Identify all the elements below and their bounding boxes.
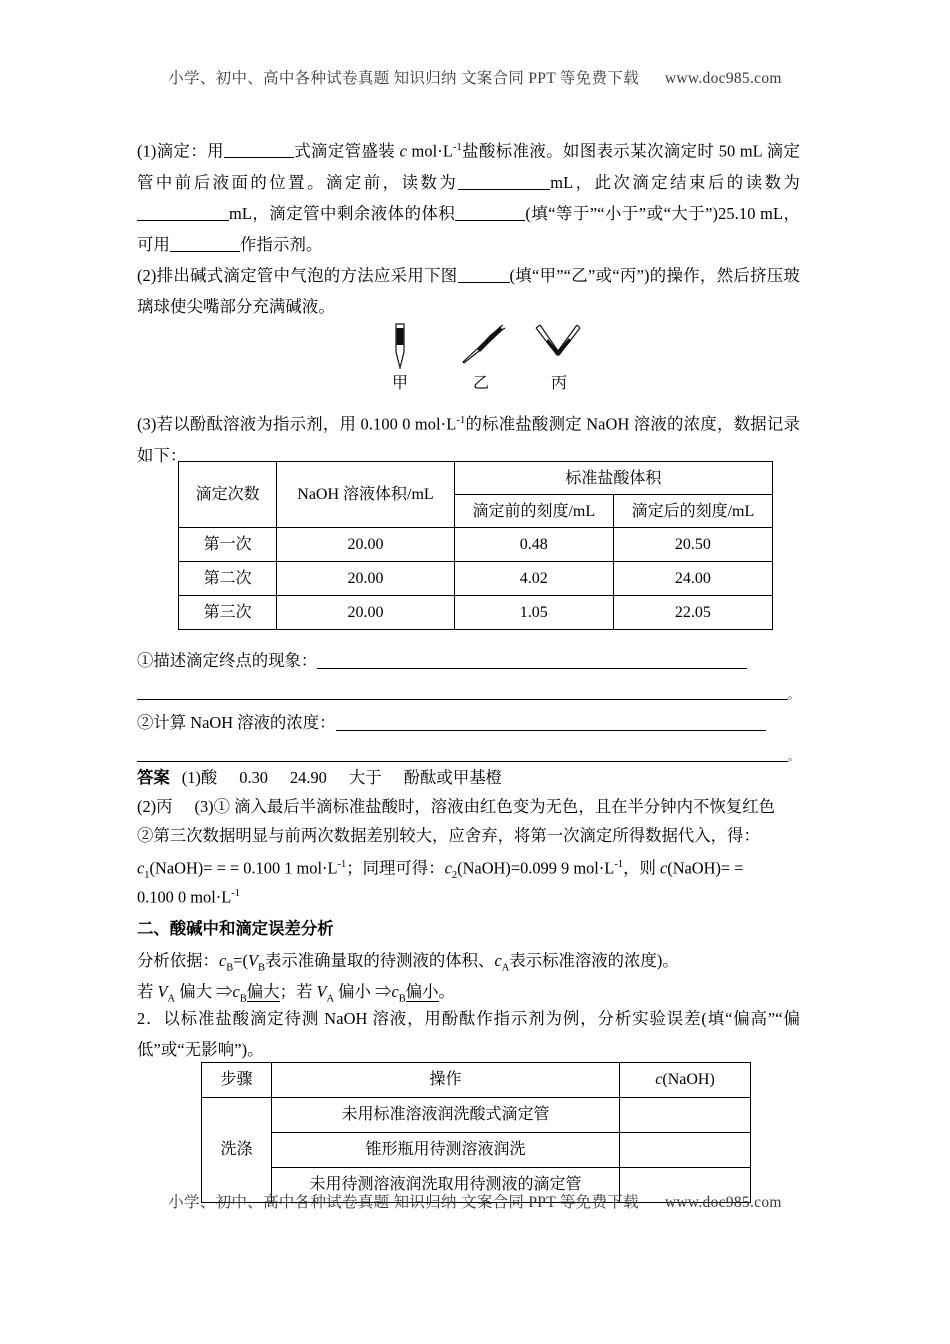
rule-d: 偏小 ⇒ — [334, 982, 392, 1001]
answer-4-sub-2: 2 — [451, 869, 458, 881]
q3-seg1: (3)若以酚酞溶液为指示剂，用 0.100 0 mol·L — [137, 414, 457, 434]
table-header-row-1 — [179, 462, 773, 495]
sub-question-1-line2 — [137, 676, 800, 711]
burette-figure-label-1: 甲 — [391, 375, 408, 392]
error-analysis-table — [201, 1062, 751, 1203]
cell-before: 0.48 — [454, 528, 613, 562]
answer-4e: (NaOH)=0.099 9 mol·L — [457, 858, 615, 878]
cell-before: 1.05 — [454, 596, 613, 630]
rule-va-sub: A — [167, 993, 176, 1005]
cell-operation: 未用待测溶液润洗取用待测液的滴定管 — [272, 1168, 620, 1203]
cell-after: 22.05 — [613, 596, 772, 630]
q1-seg3: 盐酸标准液。如图表示某次滴定时 50 mL 滴定管中前后液面的位置。滴定前，读数为 — [137, 141, 800, 192]
table-row — [202, 1098, 751, 1133]
header-text: 小学、初中、高中各种试卷真题 知识归纳 文案合同 PPT 等免费下载 — [168, 70, 639, 87]
sub-question-2-label: ②计算 NaOH 溶液的浓度： — [137, 713, 336, 732]
page-footer — [0, 1190, 950, 1212]
cell-naoh: 20.00 — [277, 562, 454, 596]
q1-seg1: (1)滴定：用 — [137, 141, 224, 161]
burette-figure-item-2 — [455, 322, 507, 375]
burette-tip-bent-up-icon — [530, 322, 588, 370]
q1-seg5: mL，滴定管中剩余液体的体积 — [229, 203, 456, 223]
answer-4f: ，则 — [623, 858, 660, 878]
answer-4-sub-1: 1 — [144, 869, 150, 881]
th-reading-after: 滴定后的刻度/mL — [613, 495, 772, 528]
cell-operation: 锥形瓶用待测溶液润洗 — [272, 1133, 620, 1168]
sub-question-1-answer-line[interactable] — [317, 668, 747, 669]
basis-var-cb: c — [218, 951, 227, 970]
sub-question-2-period: 。 — [788, 751, 799, 763]
q2-seg1: (2)排出碱式滴定管中气泡的方法应采用下图 — [137, 266, 458, 286]
answer-4c: ；同理可得： — [346, 858, 445, 878]
table-row — [179, 562, 773, 596]
rule-e: 。 — [438, 982, 455, 1001]
cell-step-washing: 洗涤 — [202, 1098, 272, 1203]
q1-blank-3[interactable] — [137, 220, 229, 221]
answer-2b: (3)① 滴入最后半滴标准盐酸时，溶液由红色变为无色，且在半分钟内不恢复红色 — [194, 797, 776, 816]
cell-naoh: 20.00 — [277, 528, 454, 562]
basis-eq: =( — [233, 951, 248, 970]
th-c-naoh-var: c — [655, 1071, 663, 1088]
q1-blank-1[interactable] — [224, 157, 294, 158]
th-c-naoh-rest: (NaOH) — [662, 1071, 715, 1088]
sub-question-1 — [137, 645, 800, 676]
answer-4-sup-1: -1 — [337, 859, 347, 870]
basis-cb-sub: B — [226, 962, 234, 974]
sub-question-1-label: ①描述滴定终点的现象： — [137, 651, 318, 670]
rule-value-low: 偏小 — [405, 982, 439, 1001]
cell-naoh: 20.00 — [277, 596, 454, 630]
th-operation: 操作 — [272, 1063, 620, 1098]
basis-ca-sub: A — [501, 962, 510, 974]
answer-line-3 — [137, 820, 800, 851]
footer-text: 小学、初中、高中各种试卷真题 知识归纳 文案合同 PPT 等免费下载 — [168, 1194, 639, 1211]
answer-1c: 24.90 — [289, 768, 327, 787]
rule-var-va2: V — [316, 982, 327, 1001]
rule-cb-sub: B — [239, 993, 247, 1005]
th-standard-hcl-volume: 标准盐酸体积 — [454, 462, 772, 495]
answer-2a: (2)丙 — [137, 797, 173, 816]
rule-b: 偏大 ⇒ — [175, 982, 233, 1001]
burette-figure-row — [137, 322, 800, 370]
answer-3: ②第三次数据明显与前两次数据差别较大，应舍弃，将第一次滴定所得数据代入，得： — [137, 826, 760, 845]
answer-4-var-c1: c — [137, 858, 145, 878]
cell-before: 4.02 — [454, 562, 613, 596]
basis-var-ca: c — [494, 951, 502, 970]
section-2-title — [137, 913, 800, 945]
burette-figure-item-1 — [380, 322, 420, 375]
q3-exponent: -1 — [456, 415, 466, 426]
error-analysis-table-wrap — [201, 1062, 751, 1203]
sub-question-1-answer-line-2[interactable] — [137, 699, 788, 700]
rule-cb2-sub: B — [398, 993, 406, 1005]
q1-blank-4[interactable] — [455, 220, 525, 221]
section-2-item-2-text: 2．以标准盐酸滴定待测 NaOH 溶液，用酚酞作指示剂为例，分析实验误差(填“偏高”“偏低”或“无影响”)。 — [137, 1009, 800, 1060]
titration-data-table — [178, 461, 773, 630]
table-row — [202, 1133, 751, 1168]
q2-blank-1[interactable] — [458, 282, 510, 283]
question-1-paragraph — [137, 132, 800, 260]
th-step: 步骤 — [202, 1063, 272, 1098]
answer-label: 答案 — [137, 769, 170, 787]
document-body — [137, 132, 800, 323]
cell-after: 24.00 — [613, 562, 772, 596]
question-2-paragraph — [137, 260, 800, 322]
rule-c: ；若 — [279, 982, 317, 1001]
cell-after: 20.50 — [613, 528, 772, 562]
burette-tip-vertical-icon — [380, 322, 420, 370]
answer-1e: 酚酞或甲基橙 — [403, 768, 502, 787]
table-row — [179, 596, 773, 630]
q1-seg6: (填“等于”“小于”或“大于”)25.10 mL，可用 — [137, 203, 800, 255]
q3-seg2: 的标准盐酸测定 NaOH 溶液的浓度，数据记录如下： — [137, 414, 800, 465]
th-reading-before: 滴定前的刻度/mL — [454, 495, 613, 528]
basis-prefix: 分析依据： — [137, 951, 219, 970]
rule-a: 若 — [137, 982, 158, 1001]
rule-var-cb: c — [232, 982, 240, 1001]
answer-4-var-c: c — [659, 858, 668, 878]
q1-unit: mol·L — [411, 141, 453, 161]
cell-result[interactable] — [620, 1098, 751, 1133]
q1-seg2: 式滴定管盛装 — [293, 141, 400, 161]
titration-data-table-wrap — [178, 461, 773, 630]
answer-line-2 — [137, 791, 800, 822]
cell-result[interactable] — [620, 1133, 751, 1168]
cell-trial: 第二次 — [179, 562, 277, 596]
q2-seg2: (填“甲”“乙”或“丙”)的操作，然后挤压玻璃球使尖嘴部分充满碱液。 — [137, 266, 800, 317]
sub-question-1-period: 。 — [788, 689, 799, 701]
basis-vb-sub: B — [257, 962, 265, 974]
burette-figure-label-3: 丙 — [550, 375, 567, 392]
cell-operation: 未用标准溶液润洗酸式滴定管 — [272, 1098, 620, 1133]
rule-var-cb2: c — [391, 982, 399, 1001]
answer-1d: 大于 — [348, 768, 382, 787]
answer-1a: (1)酸 — [181, 768, 218, 787]
basis-mid: 表示准确量取的待测液的体积、 — [264, 951, 495, 970]
table-row — [179, 528, 773, 562]
section-2-item-2 — [137, 1003, 800, 1065]
answer-4h: (NaOH)= = — [667, 858, 744, 878]
cell-trial: 第三次 — [179, 596, 277, 630]
basis-var-vb: V — [247, 951, 258, 970]
rule-va2-sub: A — [326, 993, 335, 1005]
answer-1b: 0.30 — [239, 768, 268, 787]
q1-blank-5[interactable] — [170, 251, 240, 252]
burette-figure-item-3 — [530, 322, 588, 375]
basis-end: 表示标准溶液的浓度)。 — [509, 951, 679, 970]
answer-4b: (NaOH)= = = 0.100 1 mol·L — [149, 858, 338, 878]
th-naoh-volume: NaOH 溶液体积/mL — [277, 462, 454, 528]
burette-tip-tilted-icon — [455, 322, 507, 370]
burette-figure-label-2: 乙 — [472, 375, 489, 392]
cell-trial: 第一次 — [179, 528, 277, 562]
answer-4-sup-2: -1 — [614, 859, 624, 870]
burette-figure — [137, 322, 800, 390]
th-trial-count: 滴定次数 — [179, 462, 277, 528]
rule-value-high: 偏大 — [246, 982, 280, 1001]
sub-question-2 — [137, 707, 800, 738]
answer-4-var-c2: c — [444, 858, 452, 878]
q1-blank-2[interactable] — [458, 189, 550, 190]
th-c-naoh — [620, 1063, 751, 1098]
q1-conc-variable: c — [399, 141, 407, 161]
q1-seg7: 作指示剂。 — [239, 235, 323, 255]
header-url: www.doc985.com — [664, 70, 782, 87]
table-header-row — [202, 1063, 751, 1098]
rule-var-va: V — [157, 982, 168, 1001]
answer-5a: 0.100 0 mol·L — [137, 887, 232, 907]
q1-unit-exponent: -1 — [452, 142, 462, 153]
page-header — [0, 66, 950, 88]
section-2-heading: 二、酸碱中和滴定误差分析 — [137, 920, 334, 938]
answer-line-1 — [137, 762, 800, 794]
sub-question-2-answer-line[interactable] — [336, 730, 766, 731]
q1-seg4: mL，此次滴定结束后的读数为 — [550, 172, 800, 192]
answer-line-5 — [137, 878, 800, 912]
footer-url: www.doc985.com — [664, 1194, 782, 1211]
answer-5-sup: -1 — [231, 888, 240, 899]
